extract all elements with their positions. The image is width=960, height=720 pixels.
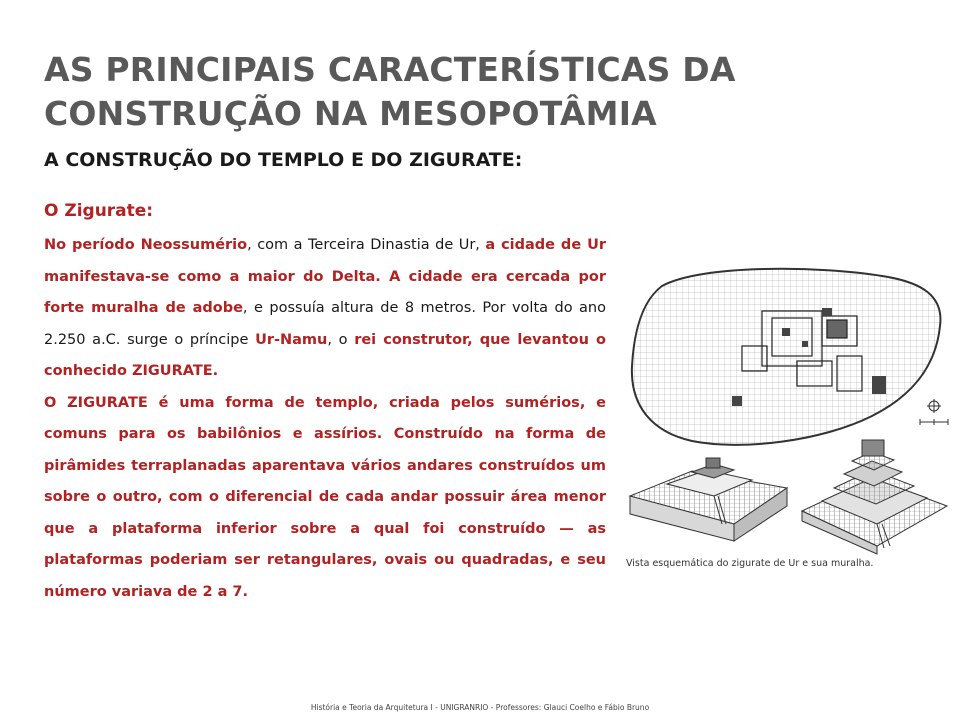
text-highlight: No período Neossumério	[44, 237, 248, 253]
ziggurat-left	[630, 458, 787, 541]
text-highlight: rei construtor, que levantou o conhecido ZIGURATE.	[44, 331, 606, 379]
paragraph-zigurate-description: O ZIGURATE é uma forma de templo, criada pelos sumérios, e comuns para os babilônios e assírios. Construído na forma de pirâmides terraplanadas aparentava vários andares construídos um sobre o outro, com o diferencial de cada andar possuir área menor que a plataforma inferior sobre a qual foi construído — as plataformas poderiam ser retangulares, ovais ou quadradas, e seu número variava de 2 a 7.	[44, 394, 606, 600]
slide-footer: História e Teoria da Arquitetura I - UNIGRANRIO - Professores: Glauci Coelho e Fábio Bruno	[310, 703, 650, 712]
text-plain: , e possuía altura de 8 metros. Por volta do ano 2.250 a.C. surge o príncipe	[44, 300, 606, 348]
city-plan	[632, 269, 948, 445]
paragraph-ur-history	[44, 230, 606, 388]
figure-caption: Vista esquemática do zigurate de Ur e sua muralha.	[626, 558, 874, 569]
section-heading-zigurate: O Zigurate:	[44, 201, 154, 221]
text-highlight: Ur-Namu	[255, 331, 328, 348]
body-text	[44, 230, 606, 608]
text-plain: , com a Terceira Dinastia de Ur,	[247, 237, 486, 253]
text-plain: , o	[327, 331, 355, 348]
slide-title: AS PRINCIPAIS CARACTERÍSTICAS DA CONSTRUÇÃO NA MESOPOTÂMIA	[44, 50, 736, 133]
ziggurat-illustration	[622, 256, 952, 556]
slide-subtitle: A CONSTRUÇÃO DO TEMPLO E DO ZIGURATE:	[44, 149, 523, 171]
text-highlight: a cidade de Ur manifestava-se como a maior do Delta. A cidade era cercada por forte muralha de adobe	[44, 237, 606, 316]
ziggurat-right	[802, 440, 947, 554]
